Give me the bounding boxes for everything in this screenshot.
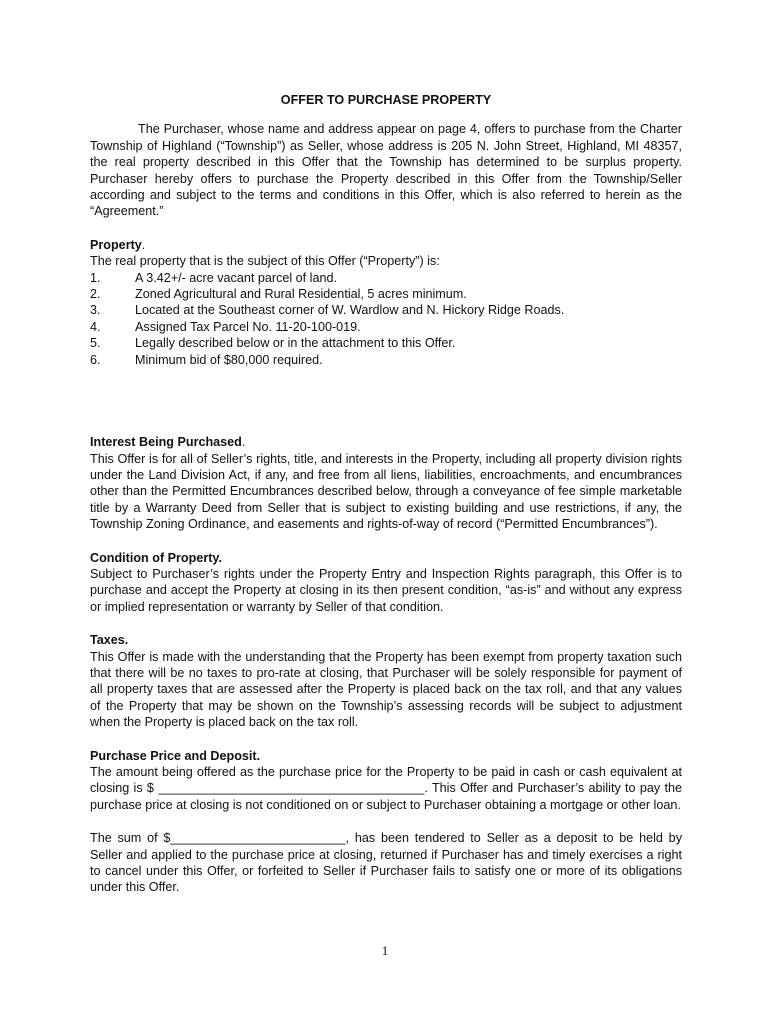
list-item-text: Minimum bid of $80,000 required. [135,352,323,367]
list-item-text: Located at the Southeast corner of W. Wardlow and N. Hickory Ridge Roads. [135,303,565,318]
list-item-number: 6. [90,352,101,367]
property-heading-suffix: . [141,237,146,252]
purchase-price-heading: Purchase Price and Deposit. [90,748,261,763]
property-heading-line [90,237,682,253]
condition-section [90,550,682,616]
list-item [90,286,682,302]
list-item-text: Assigned Tax Parcel No. 11-20-100-019. [135,319,361,334]
document-title: OFFER TO PURCHASE PROPERTY [280,93,492,107]
interest-heading-line [90,434,682,450]
intro-paragraph: The Purchaser, whose name and address appear on page 4, offers to purchase from the Charter Township of Highland (“Township”) as Seller, whose address is 205 N. John Street, Highland, MI 48357, the real property described in this Offer that the Township has determined to be surplus property. Purchaser hereby offers to purchase the Property described in this Offer from the Township/Seller according and subject to the terms and conditions in this Offer, which is also referred to herein as the “Agreement.” [90,122,682,219]
list-item-number: 1. [90,270,101,285]
list-item-text: A 3.42+/- acre vacant parcel of land. [135,270,337,285]
list-item-number: 2. [90,287,101,302]
list-item [90,335,682,351]
property-heading: Property [90,237,142,252]
property-list [90,270,682,368]
interest-heading-suffix: . [241,435,246,450]
condition-body: Subject to Purchaser’s rights under the Property Entry and Inspection Rights paragraph, this Offer is to purchase and accept the Property at closing in its then present condition, “as-is” and without any express or implied representation or warranty by Seller of that condition. [90,566,682,614]
taxes-heading: Taxes. [90,633,129,648]
list-item [90,302,682,318]
list-item-number: 4. [90,319,101,334]
document-body [90,92,682,896]
interest-body: This Offer is for all of Seller’s rights, title, and interests in the Property, including all property division rights under the Land Division Act, if any, and free from all liens, liabilities, encroachments, and encumbrances other than the Permitted Encumbrances described below, through a conveyance of fee simple marketable title by a Warranty Deed from Seller that is subject to existing building and use restrictions, if any, the Township Zoning Ordinance, and easements and rights-of-way of record (“Permitted Encumbrances”). [90,451,682,532]
taxes-section [90,632,682,730]
list-item [90,270,682,286]
list-item-number: 3. [90,303,101,318]
list-item-text: Legally described below or in the attachment to this Offer. [135,336,456,351]
list-item [90,319,682,335]
deposit-paragraph: The sum of $_________________________, has been tendered to Seller as a deposit to be held by Seller and applied to the purchase price at closing, returned if Purchaser has and timely exercises a right to cancel under this Offer, or forfeited to Seller if Purchaser fails to satisfy one or more of its obligations under this Offer. [90,831,682,895]
property-section [90,237,682,368]
purchase-price-body: The amount being offered as the purchase price for the Property to be paid in cash or cash equivalent at closing is $ ______________________________________. This Offer and Purchaser’s ability to pay the purchase price at closing is not conditioned on or subject to Purchaser obtaining a mortgage or other loan. [90,765,682,812]
list-item [90,352,682,368]
condition-heading: Condition of Property. [90,550,222,565]
list-item-number: 5. [90,336,101,351]
property-lead: The real property that is the subject of this Offer (“Property”) is: [90,254,440,269]
interest-heading: Interest Being Purchased [90,435,242,450]
purchase-price-section [90,748,682,896]
list-item-text: Zoned Agricultural and Rural Residential, 5 acres minimum. [135,287,467,302]
interest-section [90,434,682,532]
page-number: 1 [381,943,389,958]
taxes-body: This Offer is made with the understanding that the Property has been exempt from property taxation such that there will be no taxes to pro-rate at closing, that Purchaser will be solely responsible for payment of all property taxes that are assessed after the Property is placed back on the tax roll, and that any values of the Property that may be shown on the Township’s assessing records will be subject to adjustment when the Property is placed back on the tax roll. [90,649,682,730]
